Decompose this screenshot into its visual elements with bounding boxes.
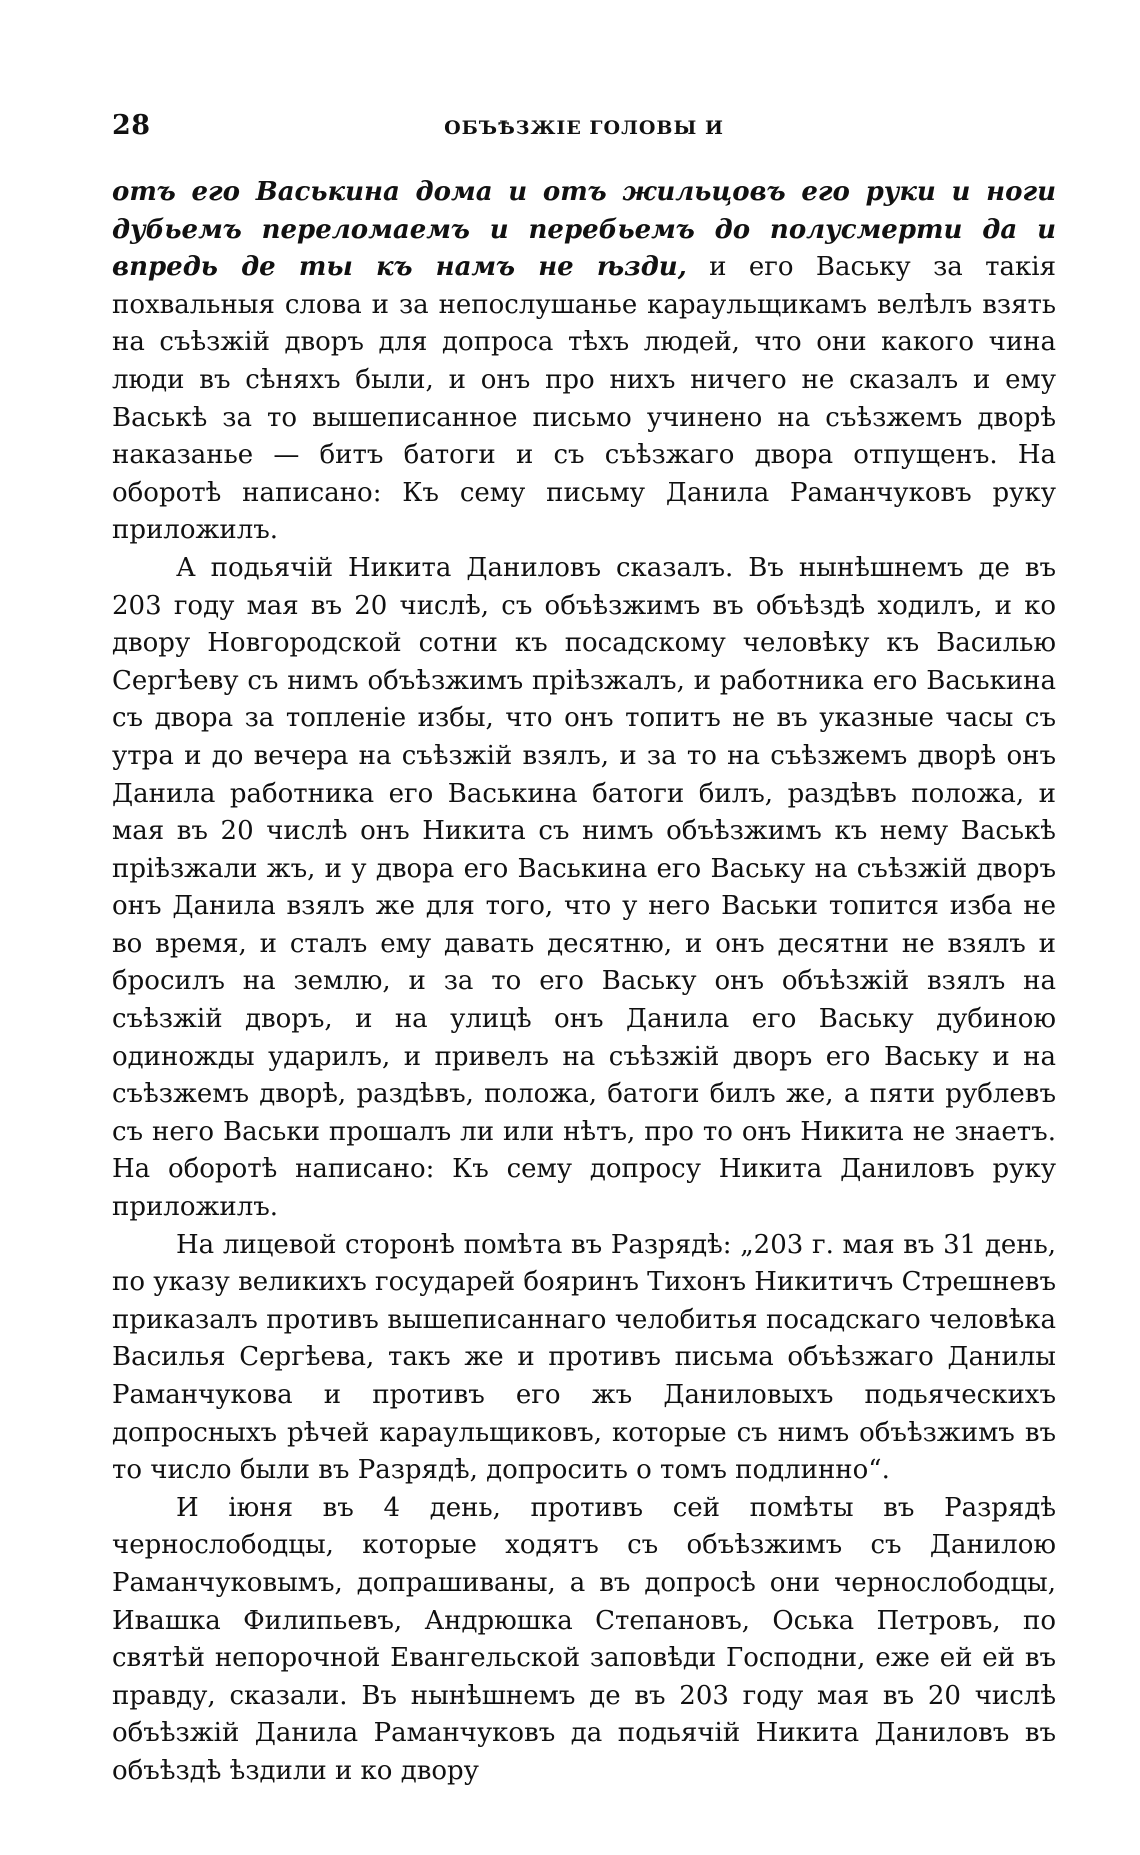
body-text bbox=[112, 174, 1056, 1791]
running-title: ОБЪѢЗЖІЕ ГОЛОВЫ И bbox=[444, 117, 724, 139]
paragraph-1 bbox=[112, 174, 1056, 550]
running-head bbox=[112, 96, 1056, 156]
page-number: 28 bbox=[112, 110, 151, 141]
paragraph-4: И іюня въ 4 день, противъ сей помѣты въ Разрядѣ чернослободцы, которые ходятъ съ объѣзжимъ съ Данилою Раманчуковымъ, допрашиваны, а въ допросѣ они чернослободцы, Ивашка Филипьевъ, Андрюшка Степановъ, Оська Петровъ, по святѣй непорочной Евангельской заповѣди Господни, еже ей ей въ правду, сказали. Въ нынѣшнемъ де въ 203 году мая въ 20 числѣ объѣзжій Данила Раманчуковъ да подьячій Никита Даниловъ въ объѣздѣ ѣздили и ко двору bbox=[112, 1492, 1056, 1786]
italic-quote: отъ его Васькина дома и отъ жильцовъ его руки и ноги дубьемъ переломаемъ и перебьемъ до полусмерти да и впредь де ты къ намъ не ѣзди, bbox=[112, 177, 1056, 283]
paragraph-1-text: и его Ваську за такія похвальныя слова и за непослушанье караульщикамъ велѣлъ взять на съѣзжій дворъ для допроса тѣхъ людей, что они какого чина люди въ сѣняхъ были, и онъ про нихъ ничего не сказалъ и ему Васькѣ за то вышеписанное письмо учинено на съѣзжемъ дворѣ наказанье — битъ батоги и съ съѣзжаго двора отпущенъ. На оборотѣ написано: Къ сему письму Данила Раманчуковъ руку приложилъ. bbox=[112, 252, 1056, 546]
paragraph-3: На лицевой сторонѣ помѣта въ Разрядѣ: „203 г. мая въ 31 день, по указу великихъ государей бояринъ Тихонъ Никитичъ Стрешневъ приказалъ противъ вышеписаннаго челобитья посадскаго человѣка Василья Сергѣева, такъ же и противъ письма объѣзжаго Данилы Раманчукова и противъ его жъ Даниловыхъ подьяческихъ допросныхъ рѣчей караульщиковъ, которые съ нимъ объѣзжимъ въ то число были въ Разрядѣ, допросить о томъ подлинно“. bbox=[112, 1229, 1056, 1486]
document-page bbox=[112, 96, 1056, 1791]
paragraph-2: А подьячій Никита Даниловъ сказалъ. Въ нынѣшнемъ де въ 203 году мая въ 20 числѣ, съ объѣзжимъ въ объѣздѣ ходилъ, и ко двору Новгородской сотни къ посадскому человѣку къ Василью Сергѣеву съ нимъ объѣзжимъ пріѣзжалъ, и работника его Васькина съ двора за топленіе избы, что онъ топитъ не въ указные часы съ утра и до вечера на съѣзжій взялъ, и за то на съѣзжемъ дворѣ онъ Данила работника его Васькина батоги билъ, раздѣвъ положа, и мая въ 20 числѣ онъ Никита съ нимъ объѣзжимъ къ нему Васькѣ пріѣзжали жъ, и у двора его Васькина его Ваську на съѣзжій дворъ онъ Данила взялъ же для того, что у него Васьки топится изба не во время, и сталъ ему давать десятню, и онъ десятни не взялъ и бросилъ на землю, и за то его Ваську онъ объѣзжій взялъ на съѣзжій дворъ, и на улицѣ онъ Данила его Ваську дубиною одиножды ударилъ, и привелъ на съѣзжій дворъ его Ваську и на съѣзжемъ дворѣ, раздѣвъ, положа, батоги билъ же, а пяти рублевъ съ него Васьки прошалъ ли или нѣтъ, про то онъ Никита не знаетъ. На оборотѣ написано: Къ сему допросу Никита Даниловъ руку приложилъ. bbox=[112, 552, 1056, 1223]
